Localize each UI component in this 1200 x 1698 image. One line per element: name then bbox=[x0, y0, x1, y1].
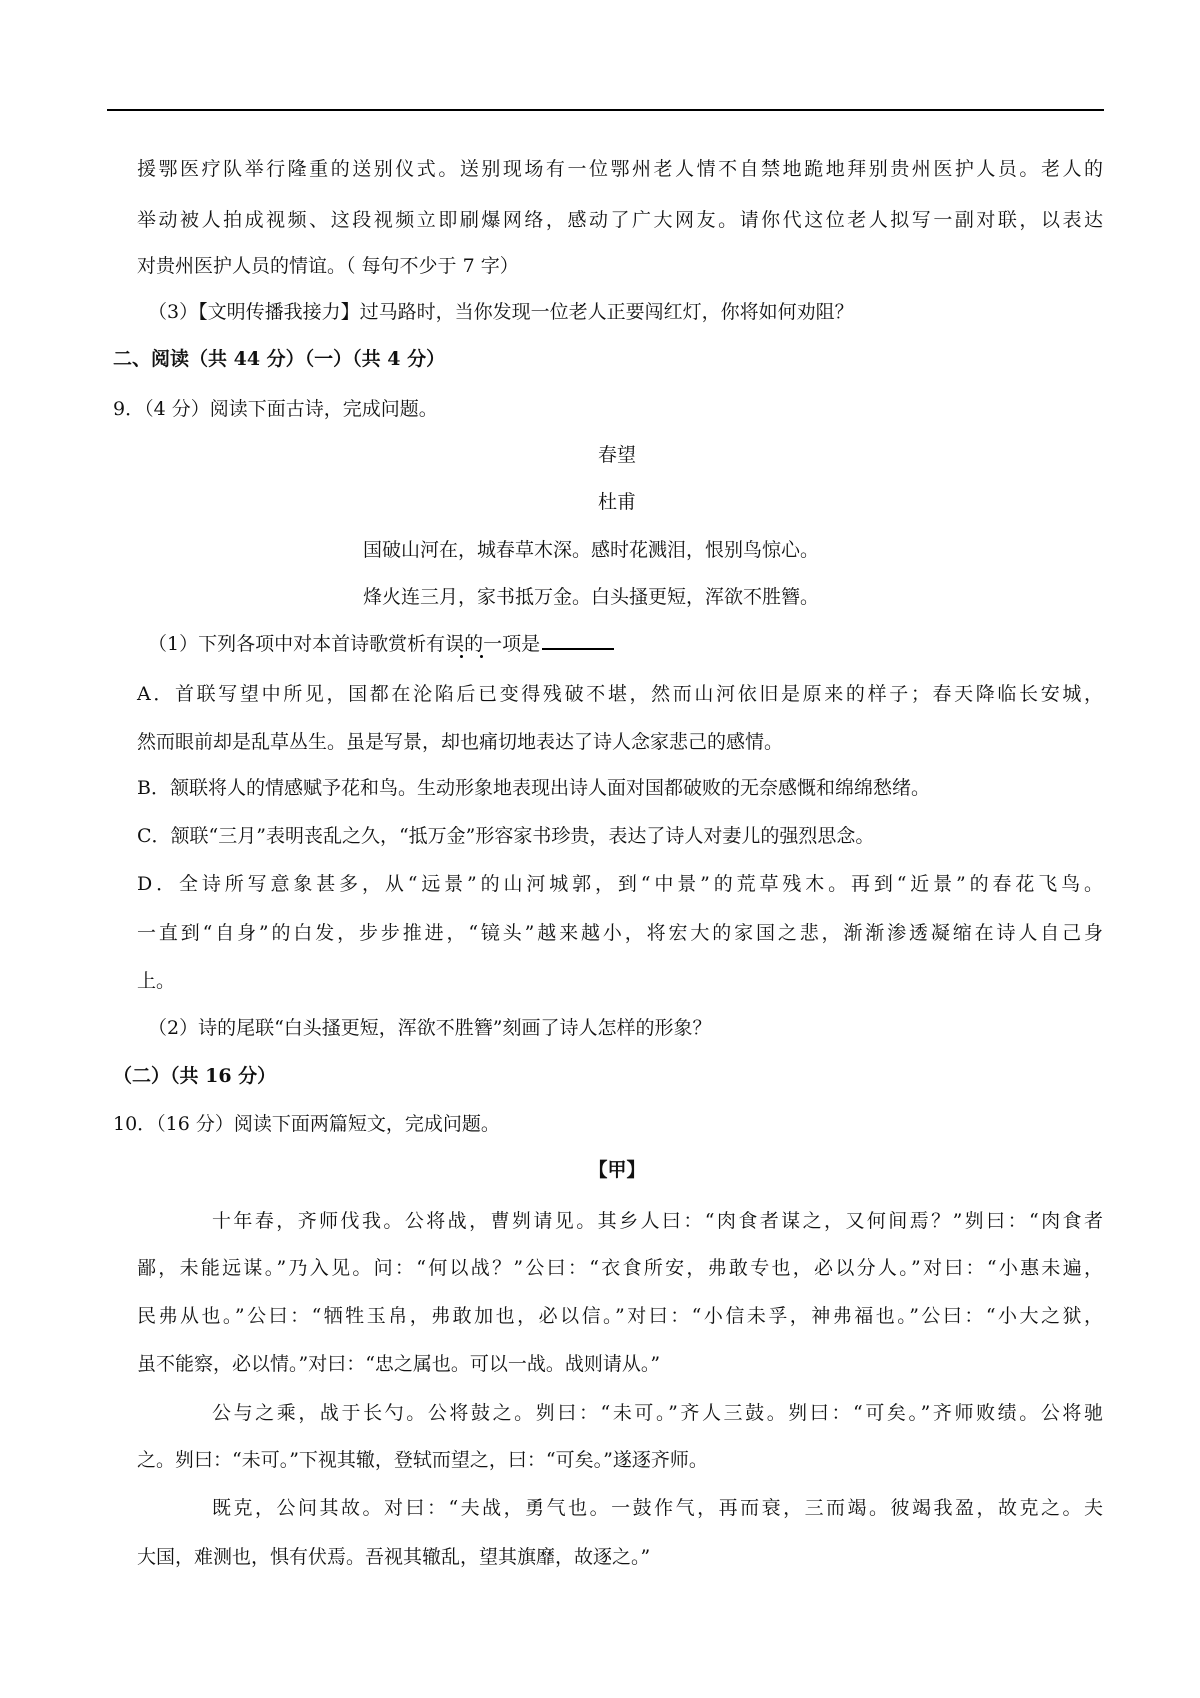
question-9-sub1-text: （1）下列各项中对本首诗歌赏析有误的一项是 bbox=[148, 633, 541, 655]
section-heading: （二）（共 16 分） bbox=[113, 1065, 277, 1087]
option-d-line: 上。 bbox=[137, 970, 176, 992]
item-3: （3）【文明传播我接力】过马路时，当你发现一位老人正要闯红灯，你将如何劝阻？ bbox=[148, 301, 854, 323]
intro-line: 对贵州医护人员的情谊。（ 每句不少于 7 字） bbox=[137, 255, 519, 277]
emphasis-dot bbox=[460, 655, 463, 658]
question-9-stem: 9．（4 分）阅读下面古诗，完成问题。 bbox=[113, 398, 438, 420]
passage-line: 虽不能察，必以情。”对曰：“忠之属也。可以一战。战则请从。” bbox=[137, 1353, 661, 1375]
intro-line: 援鄂医疗队举行隆重的送别仪式。送别现场有一位鄂州老人情不自禁地跪地拜别贵州医护人员。老人的 bbox=[137, 158, 1103, 180]
poem-line: 烽火连三月，家书抵万金。白头搔更短，浑欲不胜簪。 bbox=[363, 586, 820, 608]
emphasis-dot bbox=[480, 655, 483, 658]
passage-line: 十年春，齐师伐我。公将战，曹刿请见。其乡人曰：“肉食者谋之，又何间焉？”刿曰：“肉食者 bbox=[212, 1210, 1103, 1232]
option-d-line: D．全诗所写意象甚多，从“远景”的山河城郭，到“中景”的荒草残木。再到“近景”的春花飞鸟。 bbox=[137, 873, 1103, 895]
section-heading: 二、阅读（共 44 分）（一）（共 4 分） bbox=[113, 348, 446, 370]
passage-line: 公与之乘，战于长勺。公将鼓之。刿曰：“未可。”齐人三鼓。刿曰：“可矣。”齐师败绩。公将驰 bbox=[212, 1402, 1103, 1424]
passage-line: 之。刿曰：“未可。”下视其辙，登轼而望之，曰：“可矣。”遂逐齐师。 bbox=[137, 1449, 708, 1471]
question-10-stem: 10．（16 分）阅读下面两篇短文，完成问题。 bbox=[113, 1113, 500, 1135]
passage-line: 民弗从也。”公曰：“牺牲玉帛，弗敢加也，必以信。”对曰：“小信未孚，神弗福也。”公曰：“小大之狱， bbox=[137, 1305, 1103, 1327]
option-b: B．颔联将人的情感赋予花和鸟。生动形象地表现出诗人面对国都破败的无奈感慨和绵绵愁绪。 bbox=[137, 777, 930, 799]
question-9-sub1 bbox=[148, 630, 614, 657]
intro-line: 举动被人拍成视频、这段视频立即刷爆网络，感动了广大网友。请你代这位老人拟写一副对联，以表达 bbox=[137, 209, 1103, 231]
option-d-line: 一直到“自身”的白发，步步推进，“镜头”越来越小，将宏大的家国之悲，渐渐渗透凝缩在诗人自己身 bbox=[137, 922, 1103, 944]
answer-blank bbox=[542, 630, 614, 650]
passage-line: 鄙，未能远谋。”乃入见。问：“何以战？”公曰：“衣食所安，弗敢专也，必以分人。”对曰：“小惠未遍， bbox=[137, 1257, 1103, 1279]
poem-author: 杜甫 bbox=[597, 491, 636, 513]
poem-title: 春望 bbox=[597, 444, 636, 466]
option-c: C．颔联“三月”表明丧乱之久，“抵万金”形容家书珍贵，表达了诗人对妻儿的强烈思念。 bbox=[137, 825, 875, 847]
option-a-line: 然而眼前却是乱草丛生。虽是写景，却也痛切地表达了诗人念家悲己的感情。 bbox=[137, 731, 784, 753]
header-rule bbox=[107, 109, 1104, 111]
passage-label: 【甲】 bbox=[588, 1159, 646, 1181]
passage-line: 大国，难测也，惧有伏焉。吾视其辙乱，望其旗靡，故逐之。” bbox=[137, 1546, 651, 1568]
option-a-line: A．首联写望中所见，国都在沦陷后已变得残破不堪，然而山河依旧是原来的样子；春天降临长安城， bbox=[137, 683, 1103, 705]
passage-line: 既克，公问其故。对曰：“夫战，勇气也。一鼓作气，再而衰，三而竭。彼竭我盈，故克之。夫 bbox=[212, 1497, 1103, 1519]
poem-line: 国破山河在，城春草木深。感时花溅泪，恨别鸟惊心。 bbox=[363, 539, 820, 561]
question-9-sub2: （2）诗的尾联“白头搔更短，浑欲不胜簪”刻画了诗人怎样的形象？ bbox=[148, 1017, 712, 1039]
